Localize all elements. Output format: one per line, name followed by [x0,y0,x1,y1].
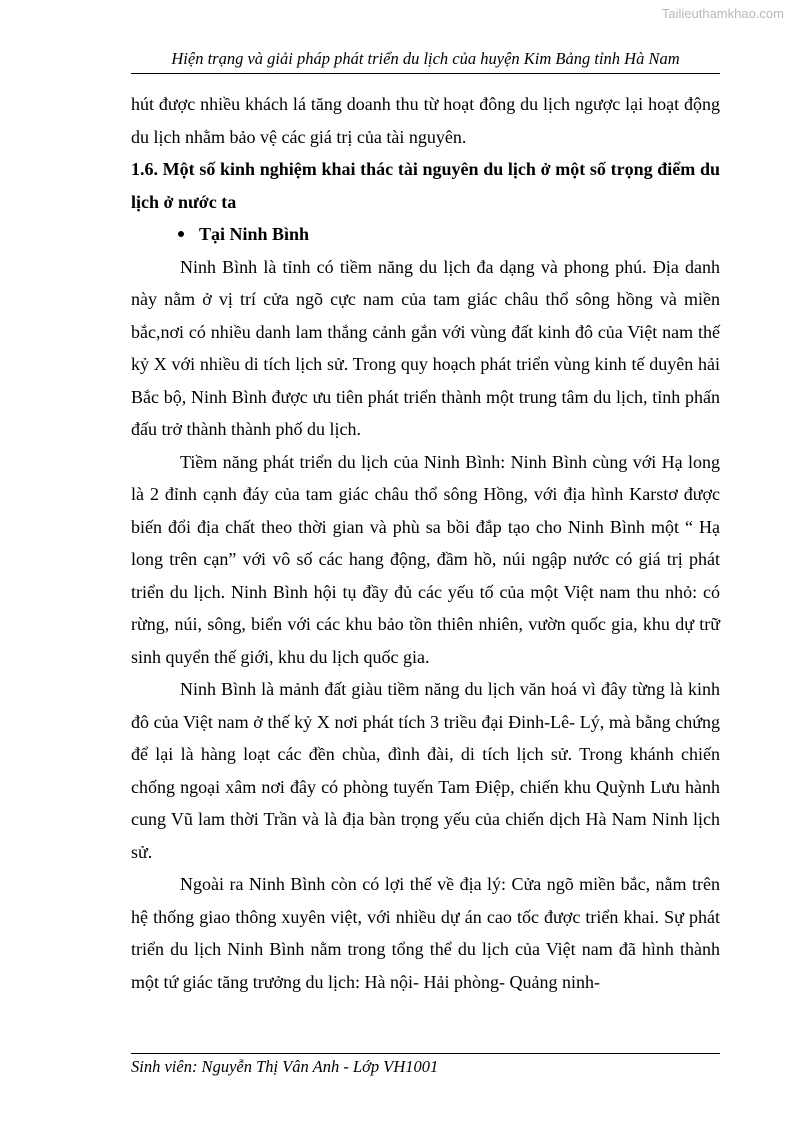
body-paragraph: Ngoài ra Ninh Bình còn có lợi thế về địa lý: Cửa ngõ miền bắc, nằm trên hệ thống giao thông xuyên việt, với nhiều dự án cao tốc được triển khai. Sự phát triển du lịch Ninh Bình nằm trong tổng thể du lịch của Việt nam đã hình thành một tứ giác tăng trưởng du lịch: Hà nội- Hải phòng- Quảng ninh- [131,874,720,992]
page-footer: Sinh viên: Nguyễn Thị Vân Anh - Lớp VH1001 [131,1057,439,1076]
watermark: Tailieuthamkhao.com [661,6,784,21]
bullet-heading-text: Tại Ninh Bình [199,224,310,244]
footer-divider [131,1053,720,1054]
body-paragraph: Ninh Bình là tỉnh có tiềm năng du lịch đa dạng và phong phú. Địa danh này nằm ở vị trí cửa ngõ cực nam của tam giác châu thổ sông hồng và miền bắc,nơi có nhiều danh lam thắng cảnh gắn với vùng đất kinh đô của Việt nam thế kỷ X với nhiều di tích lịch sử. Trong quy hoạch phát triển vùng kinh tế duyên hải Bắc bộ, Ninh Bình được ưu tiên phát triển thành một trung tâm du lịch, tỉnh phấn đấu trở thành thành phố du lịch. [131,256,720,439]
body-paragraph: Tiềm năng phát triển du lịch của Ninh Bình: Ninh Bình cùng với Hạ long là 2 đỉnh cạnh đáy của tam giác châu thổ sông Hồng, với địa hình Karstơ được biến đổi địa chất theo thời gian và phù sa bồi đắp tạo cho Ninh Bình một “ Hạ long trên cạn” với vô số các hang động, đầm hồ, núi ngập nước có giá trị phát triển du lịch. Ninh Bình hội tụ đầy đủ các yếu tố của một Việt nam thu nhỏ: có rừng, núi, sông, biển với các khu bảo tồn thiên nhiên, vườn quốc gia, khu dự trữ sinh quyển thế giới, khu du lịch quốc gia. [131,451,720,667]
page-header: Hiện trạng và giải pháp phát triển du lịch của huyện Kim Bảng tỉnh Hà Nam [171,49,680,68]
bullet-icon [178,231,184,237]
header-divider [131,73,720,74]
section-heading: 1.6. Một số kinh nghiệm khai thác tài nguyên du lịch ở một số trọng điểm du lịch ở nước ta [131,159,720,212]
bullet-heading [131,218,720,251]
document-body [131,88,720,998]
body-paragraph: Ninh Bình là mảnh đất giàu tiềm năng du lịch văn hoá vì đây từng là kinh đô của Việt nam ở thế kỷ X nơi phát tích 3 triều đại Đinh-Lê- Lý, mà bằng chứng để lại là hàng loạt các đền chùa, đình đài, di tích lịch sử. Trong khánh chiến chống ngoại xâm nơi đây có phòng tuyến Tam Điệp, chiến khu Quỳnh Lưu hành cung Vũ lam thời Trần và là địa bàn trọng yếu của chiến dịch Hà Nam Ninh lịch sử. [131,679,720,862]
intro-paragraph: hút được nhiều khách lá tăng doanh thu từ hoạt đông du lịch ngược lại hoạt động du lịch nhằm bảo vệ các giá trị của tài nguyên. [131,94,720,147]
